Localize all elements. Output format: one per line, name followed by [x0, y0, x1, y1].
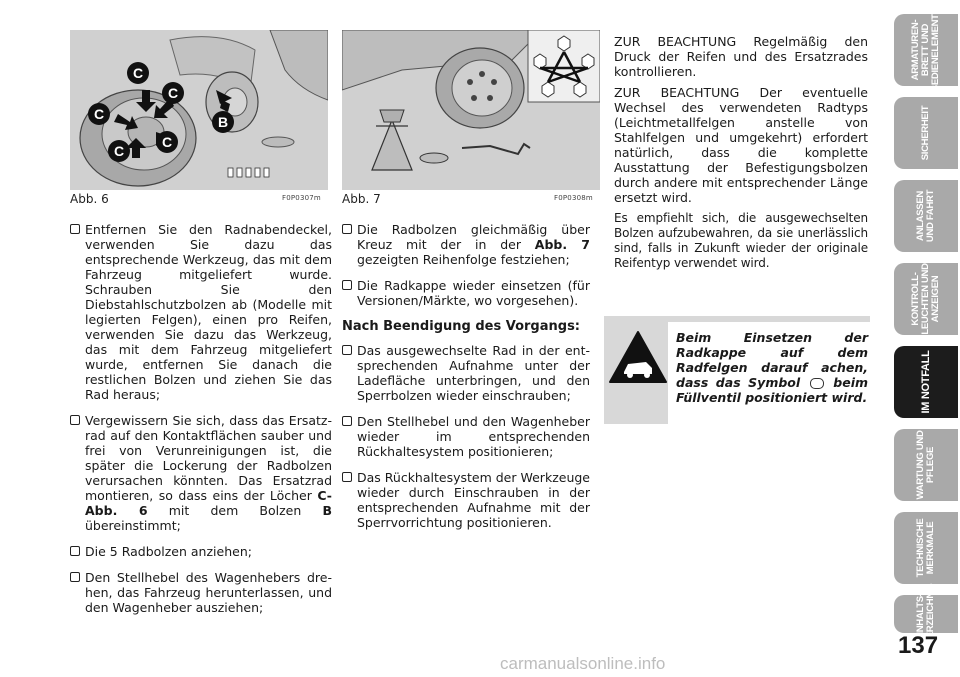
tab-label: TECHNISCHE MERKMALE: [915, 518, 936, 578]
figure-7-illustration: [342, 30, 600, 190]
list-item: Die Radkappe wieder einsetzen (für Versionen/Märkte, wo vorgesehen).: [342, 278, 590, 308]
checkbox-bullet-icon: [342, 345, 352, 355]
valve-symbol-icon: [810, 378, 824, 389]
warning-text: Beim Einsetzen der Radkappe auf dem Radfelgen darauf achen, dass das Symbol beim Füllventil positioniert wird.: [676, 330, 868, 405]
figure-6-marker-c-right: C: [162, 82, 184, 104]
tab-kontrollleuchten[interactable]: [894, 263, 958, 335]
figure-reference: C-Abb. 6: [85, 488, 332, 518]
list-item: Das Rückhaltesystem der Werkzeuge wieder durch Einschrauben in der entsprechenden Aufnahme mit der Sperrvorrichtung positionieren.: [342, 470, 590, 530]
checkbox-bullet-icon: [70, 224, 80, 234]
checkbox-bullet-icon: [342, 224, 352, 234]
tab-armaturenbrett[interactable]: [894, 8, 958, 92]
tab-technische-merkmale[interactable]: [894, 512, 958, 584]
page-number: 137: [898, 632, 939, 659]
figure-6-marker-c-left: C: [88, 103, 110, 125]
figure-6-marker-c-bottom-left: C: [108, 140, 130, 162]
tab-label: WARTUNG UND PFLEGE: [915, 430, 936, 500]
tab-anlassen[interactable]: [894, 180, 958, 252]
figure-6-marker-b: B: [212, 111, 234, 133]
tab-label: IM NOTFALL: [920, 350, 932, 414]
list-item: Entfernen Sie den Radnabendeckel, verwenden Sie dazu das entsprechende Werkzeug, das mit dem Fahrzeug mitgeliefert wurde. Schrauben Sie den Diebstahlschutzbolzen ab (Modelle mit legierten Felgen), einen pro Reifen, verwenden Sie dazu das Werkzeug, das mit dem Fahrzeug mitgeliefert wurde, entfernen Sie danach die restlichen Bolzen und ziehen Sie das Rad heraus;: [70, 222, 332, 402]
column-1: [70, 222, 332, 626]
figure-7-caption: Abb. 7: [342, 192, 381, 206]
tab-label: SICHERHEIT: [920, 105, 931, 161]
list-item: Den Stellhebel des Wagenhebers drehen, das Fahrzeug herunterlassen, und den Wagenheber ausziehen;: [70, 570, 332, 615]
tab-wartung[interactable]: [894, 429, 958, 501]
figure-6-marker-c-bottom-right: C: [156, 131, 178, 153]
list-item: Die Radbolzen gleichmäßig über Kreuz mit der in der Abb. 7 gezeigten Reihenfolge festziehen;: [342, 222, 590, 267]
checkbox-bullet-icon: [342, 280, 352, 290]
checkbox-bullet-icon: [342, 416, 352, 426]
section-heading: Nach Beendigung des Vorgangs:: [342, 319, 580, 334]
note-paragraph: Es empfiehlt sich, die ausgewechselten Bolzen aufzubewahren, da sie unerlässlich sind, falls in Zukunft wieder der originale Reifentyp verwendet wird.: [614, 211, 868, 270]
tab-label: ANLASSEN UND FAHRT: [915, 189, 936, 243]
checkbox-bullet-icon: [70, 415, 80, 425]
note-paragraph: ZUR BEACHTUNG Der eventuelle Wechsel des verwendeten Radtyps (Leichtmetallfelgen anstelle von Stahlfelgen und umgekehrt) erfordert natürlich, dass die komplette Ausstattung der Befestigungsbolzen durch andere mit entsprechender Länge ersetzt wird.: [614, 85, 868, 205]
tab-label: KONTROLL- LEUCHTEN UND ANZEIGEN: [910, 263, 941, 335]
checkbox-bullet-icon: [342, 472, 352, 482]
list-item: Den Stellhebel und den Wagenheber wieder im entsprechenden Rückhaltesystem positionieren;: [342, 414, 590, 459]
column-3: [614, 34, 868, 277]
checkbox-bullet-icon: [70, 572, 80, 582]
list-item: Die 5 Radbolzen anziehen;: [70, 544, 332, 559]
tab-sicherheit[interactable]: [894, 97, 958, 169]
tab-im-notfall[interactable]: [894, 346, 958, 418]
list-item: Das ausgewechselte Rad in der entsprechenden Aufnahme unter der Ladefläche unterbringen, und den Sperrbolzen wieder einschrauben;: [342, 343, 590, 403]
jack-and-wrench-drawing: [342, 30, 600, 190]
figure-6-code: F0P0307m: [282, 194, 321, 202]
figure-6-caption: Abb. 6: [70, 192, 109, 206]
figure-7-code: F0P0308m: [554, 194, 593, 202]
list-item: Vergewissern Sie sich, dass das Ersatzrad auf den Kontaktflächen sauber und frei von Verunreinigungen ist, die später die Lockerung der Radbolzen verursachen könnten. Das Ersatzrad montieren, so dass eins der Löcher C-Abb. 6 mit dem Bolzen B übereinstimmt;: [70, 413, 332, 533]
figure-reference: Abb. 7: [534, 237, 591, 252]
note-paragraph: ZUR BEACHTUNG Regelmäßig den Druck der Reifen und des Ersatzrades kontrollieren.: [614, 34, 868, 79]
tab-label: ARMATUREN- BRETT UND BEDIENELEMENTE: [910, 8, 941, 92]
checkbox-bullet-icon: [70, 546, 80, 556]
figure-6-marker-c-top: C: [127, 62, 149, 84]
tab-inhaltsverzeichnis[interactable]: [894, 583, 958, 645]
warning-icon-panel: [604, 322, 668, 424]
watermark-text: carmanualsonline.info: [500, 654, 666, 673]
warning-triangle-icon: [606, 326, 670, 390]
tab-label: INHALTS- VERZEICHNIS: [915, 583, 936, 645]
column-2: [342, 222, 590, 541]
bolt-reference: B: [322, 503, 332, 518]
